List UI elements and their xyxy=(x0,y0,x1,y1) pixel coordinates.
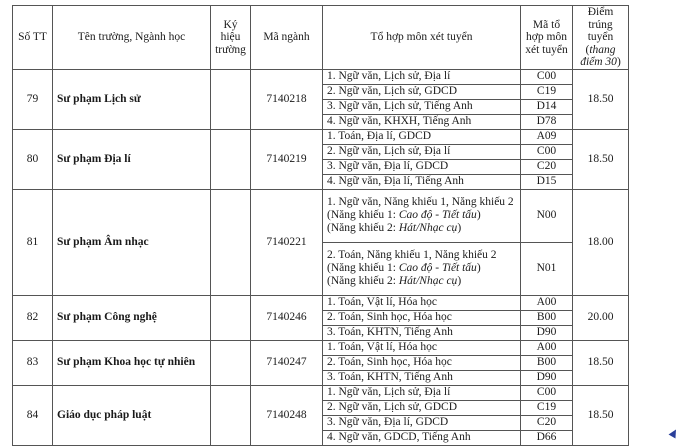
combo-text: 3. Toán, KHTN, Tiếng Anh xyxy=(323,325,521,340)
header-stt: Số TT xyxy=(13,6,53,70)
combo-text: 1. Ngữ văn, Lịch sử, Địa lí xyxy=(323,69,521,84)
row-score: 18.50 xyxy=(573,129,629,189)
combo-text: 3. Toán, KHTN, Tiếng Anh xyxy=(323,370,521,385)
combo-code: A00 xyxy=(521,340,573,355)
combo-text: 2. Ngữ văn, Lịch sử, GDCD xyxy=(323,400,521,415)
row-code: 7140248 xyxy=(251,385,323,445)
combo-text: 4. Ngữ văn, Địa lí, Tiếng Anh xyxy=(323,174,521,189)
combo-text: 1. Ngữ văn, Lịch sử, Địa lí xyxy=(323,385,521,400)
combo-code: A00 xyxy=(521,295,573,310)
combo-text: 1. Toán, Vật lí, Hóa học xyxy=(323,340,521,355)
combo-text: 1. Ngữ văn, Năng khiếu 1, Năng khiếu 2 (Năng khiếu 1: Cao độ - Tiết tấu) (Năng khiếu 2: Hát/Nhạc cụ) xyxy=(323,189,521,242)
row-symbol xyxy=(211,189,251,295)
combo-code: B00 xyxy=(521,355,573,370)
row-name: Sư phạm Khoa học tự nhiên xyxy=(53,340,211,385)
combo-text: 2. Toán, Năng khiếu 1, Năng khiếu 2 (Năng khiếu 1: Cao độ - Tiết tấu) (Năng khiếu 2: Hát/Nhạc cụ) xyxy=(323,242,521,295)
header-name: Tên trường, Ngành học xyxy=(53,6,211,70)
combo-text: 3. Ngữ văn, Lịch sử, Tiếng Anh xyxy=(323,99,521,114)
combo-code: C00 xyxy=(521,144,573,159)
row-name: Sư phạm Địa lí xyxy=(53,129,211,189)
combo-code: N00 xyxy=(521,189,573,242)
combo-text: 1. Toán, Địa lí, GDCD xyxy=(323,129,521,144)
row-stt: 79 xyxy=(13,69,53,129)
combo-code: C19 xyxy=(521,84,573,99)
combo-code: C00 xyxy=(521,69,573,84)
combo-code: N01 xyxy=(521,242,573,295)
row-name: Sư phạm Âm nhạc xyxy=(53,189,211,295)
table-row xyxy=(13,69,629,84)
row-score: 18.00 xyxy=(573,189,629,295)
table-header-row xyxy=(13,6,629,70)
combo-code: B00 xyxy=(521,310,573,325)
row-symbol xyxy=(211,295,251,340)
combo-code: D90 xyxy=(521,370,573,385)
row-symbol xyxy=(211,129,251,189)
combo-code: D14 xyxy=(521,99,573,114)
row-stt: 84 xyxy=(13,385,53,445)
row-score: 18.50 xyxy=(573,385,629,445)
admission-score-table xyxy=(12,5,629,446)
row-symbol xyxy=(211,385,251,445)
row-stt: 83 xyxy=(13,340,53,385)
combo-text: 4. Ngữ văn, GDCD, Tiếng Anh xyxy=(323,430,521,445)
row-code: 7140246 xyxy=(251,295,323,340)
table-row xyxy=(13,385,629,400)
combo-text: 2. Ngữ văn, Lịch sử, GDCD xyxy=(323,84,521,99)
row-score: 18.50 xyxy=(573,69,629,129)
combo-text: 2. Toán, Sinh học, Hóa học xyxy=(323,355,521,370)
combo-code: D66 xyxy=(521,430,573,445)
header-score: Điểm trúng tuyển (thang điểm 30) xyxy=(573,6,629,70)
row-symbol xyxy=(211,340,251,385)
scan-mark-icon xyxy=(669,428,680,439)
combo-code: D15 xyxy=(521,174,573,189)
row-code: 7140218 xyxy=(251,69,323,129)
row-stt: 80 xyxy=(13,129,53,189)
combo-text: 2. Ngữ văn, Lịch sử, Địa lí xyxy=(323,144,521,159)
row-stt: 82 xyxy=(13,295,53,340)
table-row xyxy=(13,340,629,355)
row-name: Sư phạm Công nghệ xyxy=(53,295,211,340)
header-symbol: Ký hiệu trường xyxy=(211,6,251,70)
row-code: 7140221 xyxy=(251,189,323,295)
header-combo-code: Mã tổ hợp môn xét tuyển xyxy=(521,6,573,70)
combo-text: 3. Ngữ văn, Địa lí, GDCD xyxy=(323,159,521,174)
row-score: 20.00 xyxy=(573,295,629,340)
combo-text: 4. Ngữ văn, KHXH, Tiếng Anh xyxy=(323,114,521,129)
combo-text: 2. Toán, Sinh học, Hóa học xyxy=(323,310,521,325)
combo-code: A09 xyxy=(521,129,573,144)
combo-text: 3. Ngữ văn, Địa lí, GDCD xyxy=(323,415,521,430)
combo-code: C20 xyxy=(521,415,573,430)
row-symbol xyxy=(211,69,251,129)
header-code: Mã ngành xyxy=(251,6,323,70)
row-code: 7140219 xyxy=(251,129,323,189)
combo-code: D78 xyxy=(521,114,573,129)
table-row xyxy=(13,189,629,242)
combo-code: C00 xyxy=(521,385,573,400)
row-score: 18.50 xyxy=(573,340,629,385)
row-stt: 81 xyxy=(13,189,53,295)
combo-code: C20 xyxy=(521,159,573,174)
row-code: 7140247 xyxy=(251,340,323,385)
table-row xyxy=(13,129,629,144)
row-name: Giáo dục pháp luật xyxy=(53,385,211,445)
combo-code: D90 xyxy=(521,325,573,340)
combo-code: C19 xyxy=(521,400,573,415)
combo-text: 1. Toán, Vật lí, Hóa học xyxy=(323,295,521,310)
header-combo: Tổ hợp môn xét tuyển xyxy=(323,6,521,70)
row-name: Sư phạm Lịch sử xyxy=(53,69,211,129)
table-row xyxy=(13,295,629,310)
